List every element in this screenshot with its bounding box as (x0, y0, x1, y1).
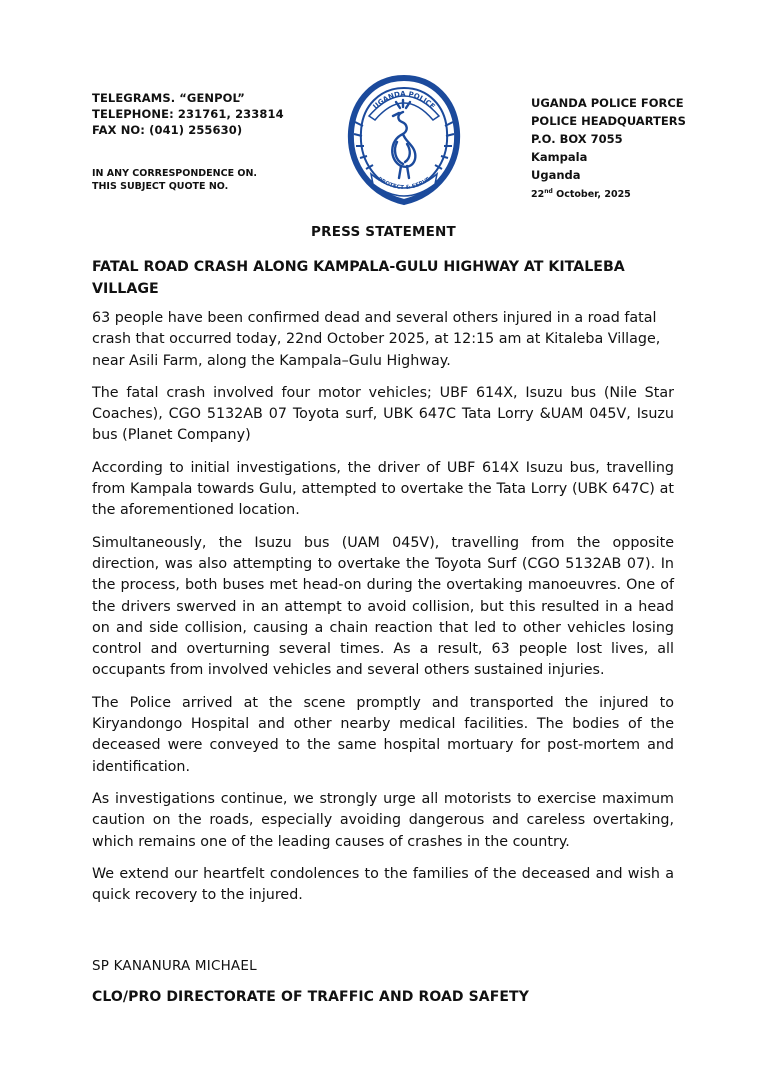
signatory-name: SP KANANURA MICHAEL (92, 958, 257, 974)
reference-note (92, 167, 257, 193)
telegrams-line: TELEGRAMS. “GENPOL” (92, 91, 245, 105)
date-day: 22 (531, 189, 545, 201)
reference-note-line-2: THIS SUBJECT QUOTE NO. (92, 181, 229, 192)
paragraph-3: According to initial investigations, the driver of UBF 614X Isuzu bus, travelling from Kampala towards Gulu, attempted to overtake the Tata Lorry (UBK 647C) at the aforementioned location. (92, 459, 674, 519)
statement-headline: FATAL ROAD CRASH ALONG KAMPALA-GULU HIGHWAY AT KITALEBA VILLAGE (92, 259, 625, 297)
address-line-1: UGANDA POLICE FORCE (531, 96, 684, 110)
address-line-2: POLICE HEADQUARTERS (531, 114, 686, 128)
paragraph-1: 63 people have been confirmed dead and several others injured in a road fatal crash that occurred today, 22nd October 2025, at 12:15 am at Kitaleba Village, near Asili Farm, along the Kampala–Gulu Highway. (92, 310, 661, 369)
date-suffix: nd (544, 188, 553, 195)
signatory-directorate: CLO/PRO DIRECTORATE OF TRAFFIC AND ROAD SAFETY (92, 989, 529, 1005)
paragraph-4: Simultaneously, the Isuzu bus (UAM 045V), travelling from the opposite direction, was also attempting to overtake the Toyota Surf (CGO 5132AB 07). In the process, both buses met head-on during the overtaking manoeuvres. One of the drivers swerved in an attempt to avoid collision, but this resulted in a head on and side collision, causing a chain reaction that led to other vehicles losing control and overturning several times. As a result, 63 people lost lives, all occupants from involved vehicles and several others sustained injuries. (92, 534, 674, 679)
uganda-police-crest (345, 74, 463, 206)
hq-address-block (531, 94, 686, 203)
reference-note-line-1: IN ANY CORRESPONDENCE ON. (92, 168, 258, 179)
address-line-5: Uganda (531, 168, 581, 182)
address-line-3: P.O. BOX 7055 (531, 132, 623, 146)
telephone-line: TELEPHONE: 231761, 233814 (92, 107, 284, 121)
crest-top-text: UGANDA POLICE (371, 89, 437, 111)
paragraph-7: We extend our heartfelt condolences to the families of the deceased and wish a quick recovery to the injured. (92, 865, 674, 904)
fax-line: FAX NO: (041) 255630) (92, 123, 243, 137)
crest-bottom-text: PROTECT & SERVE (376, 176, 432, 192)
crested-crane-icon (392, 100, 415, 178)
paragraph-5: The Police arrived at the scene promptly and transported the injured to Kiryandongo Hospital and other nearby medical facilities. The bodies of the deceased were conveyed to the same hospital mortuary for post-mortem and identification. (92, 694, 674, 775)
paragraph-2: The fatal crash involved four motor vehicles; UBF 614X, Isuzu bus (Nile Star Coaches), CGO 5132AB 07 Toyota surf, UBK 647C Tata Lorry &UAM 045V, Isuzu bus (Planet Company) (92, 384, 674, 444)
statement-date (531, 184, 686, 203)
paragraph-6: As investigations continue, we strongly urge all motorists to exercise maximum caution on the roads, especially avoiding dangerous and careless overtaking, which remains one of the leading causes of crashes in the country. (92, 790, 674, 850)
address-line-4: Kampala (531, 150, 588, 164)
crest-emblem-icon (345, 74, 463, 206)
date-rest: October, 2025 (552, 189, 631, 201)
contact-block (92, 90, 284, 138)
page-title: PRESS STATEMENT (311, 224, 456, 240)
statement-body (92, 308, 674, 917)
